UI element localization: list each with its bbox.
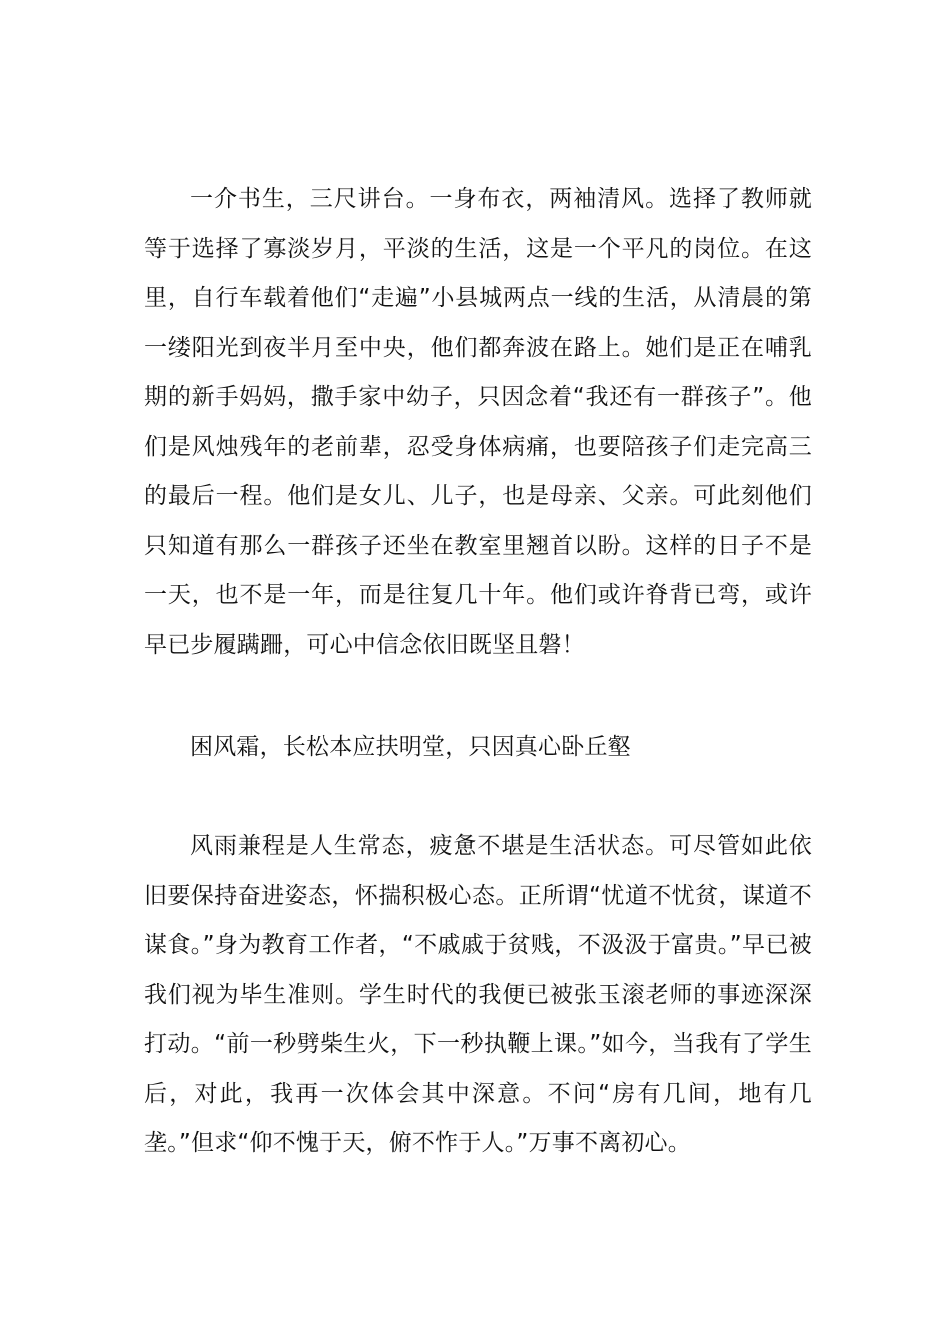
section-heading: 困风霜，长松本应扶明堂，只因真心卧丘壑 <box>190 734 631 760</box>
body-paragraph-original-aspiration: 风雨兼程是人生常态，疲惫不堪是生活状态。可尽管如此依旧要保持奋进姿态，怀揣积极心态。正所谓“忧道不忧贫，谋道不谋食。”身为教育工作者，“不戚戚于贫贱，不汲汲于富贵。”早已被我们视为毕生准则。学生时代的我便已被张玉滚老师的事迹深深打动。“前一秒劈柴生火，下一秒执鞭上课。”如今，当我有了学生后，对此，我再一次体会其中深意。不问“房有几间，地有几垄。”但求“仰不愧于天，俯不怍于人。”万事不离初心。 <box>144 833 812 1156</box>
body-paragraph-teachers-dedication: 一介书生，三尺讲台。一身布衣，两袖清风。选择了教师就等于选择了寡淡岁月，平淡的生活，这是一个平凡的岗位。在这里，自行车载着他们“走遍”小县城两点一线的生活，从清晨的第一缕阳光到夜半月至中央，他们都奔波在路上。她们是正在哺乳期的新手妈妈，撒手家中幼子，只因念着“我还有一群孩子”。他们是风烛残年的老前辈，忍受身体病痛，也要陪孩子们走完高三的最后一程。他们是女儿、儿子，也是母亲、父亲。可此刻他们只知道有那么一群孩子还坐在教室里翘首以盼。这样的日子不是一天，也不是一年，而是往复几十年。他们或许脊背已弯，或许早已步履蹒跚，可心中信念依旧既坚且磐！ <box>144 186 812 658</box>
